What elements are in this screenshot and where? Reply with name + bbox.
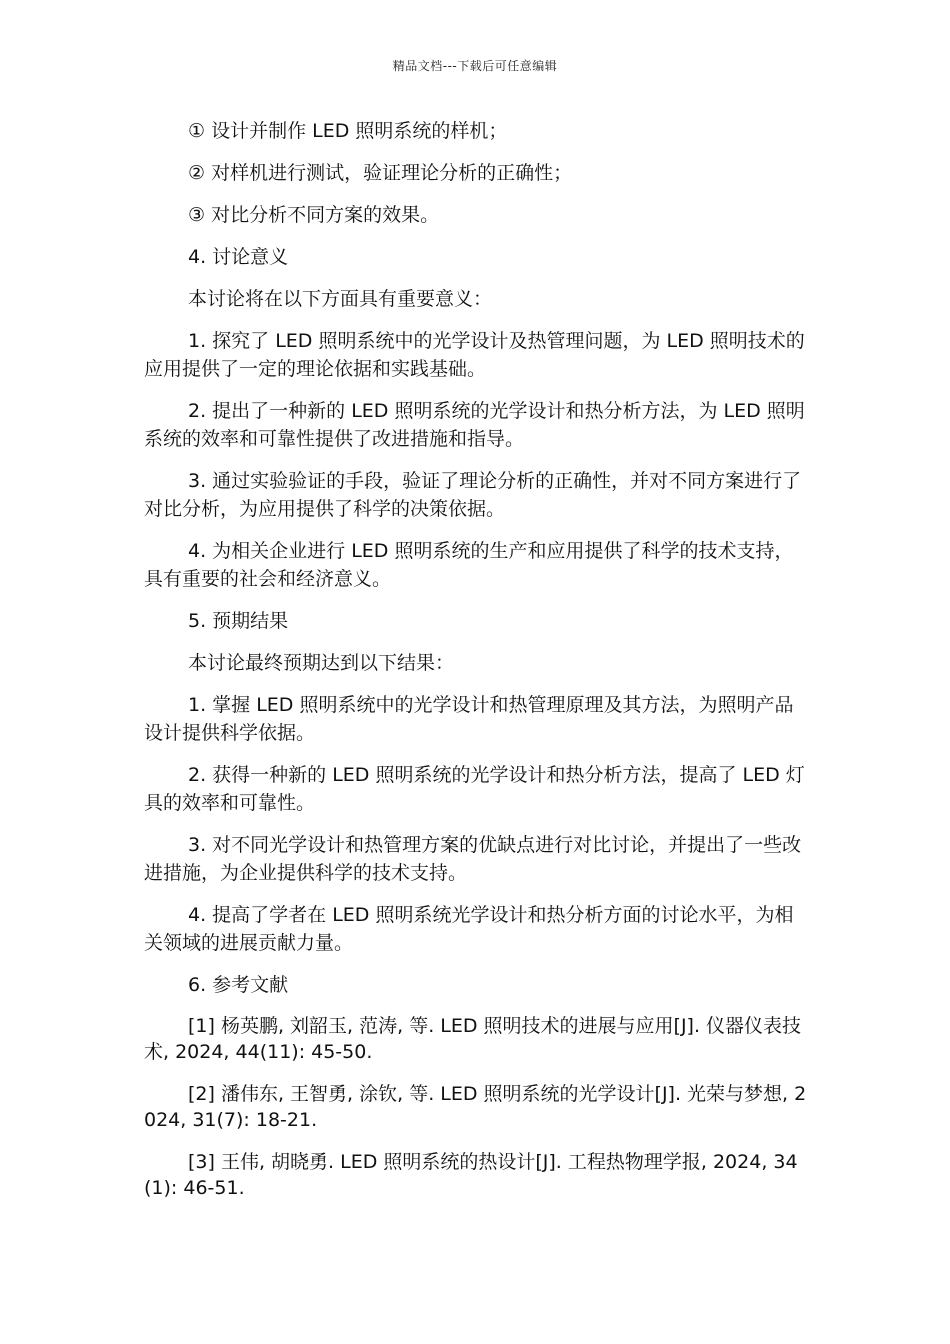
section-heading: 5. 预期结果: [188, 610, 289, 632]
list-item: 4. 提高了学者在 LED 照明系统光学设计和热分析方面的讨论水平，为相关领域的进展贡献力量。: [144, 904, 794, 954]
reference-item: [3] 王伟, 胡晓勇. LED 照明系统的热设计[J]. 工程热物理学报, 2024, 34(1): 46-51.: [144, 1151, 798, 1199]
document-body: [144, 117, 808, 1217]
list-item: ② 对样机进行测试，验证理论分析的正确性；: [188, 162, 573, 184]
list-item: 3. 对不同光学设计和热管理方案的优缺点进行对比讨论，并提出了一些改进措施，为企业提供科学的技术支持。: [144, 834, 802, 884]
reference-item: [2] 潘伟东, 王智勇, 涂钦, 等. LED 照明系统的光学设计[J]. 光荣与梦想, 2024, 31(7): 18-21.: [144, 1083, 807, 1131]
list-item: 2. 提出了一种新的 LED 照明系统的光学设计和热分析方法，为 LED 照明系统的效率和可靠性提供了改进措施和指导。: [144, 400, 805, 450]
list-item: ① 设计并制作 LED 照明系统的样机；: [188, 120, 508, 142]
list-item: 2. 获得一种新的 LED 照明系统的光学设计和热分析方法，提高了 LED 灯具的效率和可靠性。: [144, 764, 805, 814]
list-item: ③ 对比分析不同方案的效果。: [188, 204, 440, 226]
reference-item: [1] 杨英鹏, 刘韶玉, 范涛, 等. LED 照明技术的进展与应用[J]. 仪器仪表技术, 2024, 44(11): 45-50.: [144, 1015, 802, 1063]
page-header: 精品文档---下载后可任意编辑: [392, 59, 558, 73]
section-heading: 6. 参考文献: [188, 974, 289, 996]
list-item: 4. 为相关企业进行 LED 照明系统的生产和应用提供了科学的技术支持，具有重要的社会和经济意义。: [144, 540, 794, 590]
section-heading: 4. 讨论意义: [188, 246, 289, 268]
list-item: 3. 通过实验验证的手段，验证了理论分析的正确性，并对不同方案进行了对比分析，为应用提供了科学的决策依据。: [144, 470, 802, 520]
list-item: 1. 掌握 LED 照明系统中的光学设计和热管理原理及其方法，为照明产品设计提供科学依据。: [144, 694, 794, 744]
paragraph: 本讨论将在以下方面具有重要意义：: [188, 288, 493, 310]
list-item: 1. 探究了 LED 照明系统中的光学设计及热管理问题，为 LED 照明技术的应用提供了一定的理论依据和实践基础。: [144, 330, 805, 380]
paragraph: 本讨论最终预期达到以下结果：: [188, 652, 455, 674]
